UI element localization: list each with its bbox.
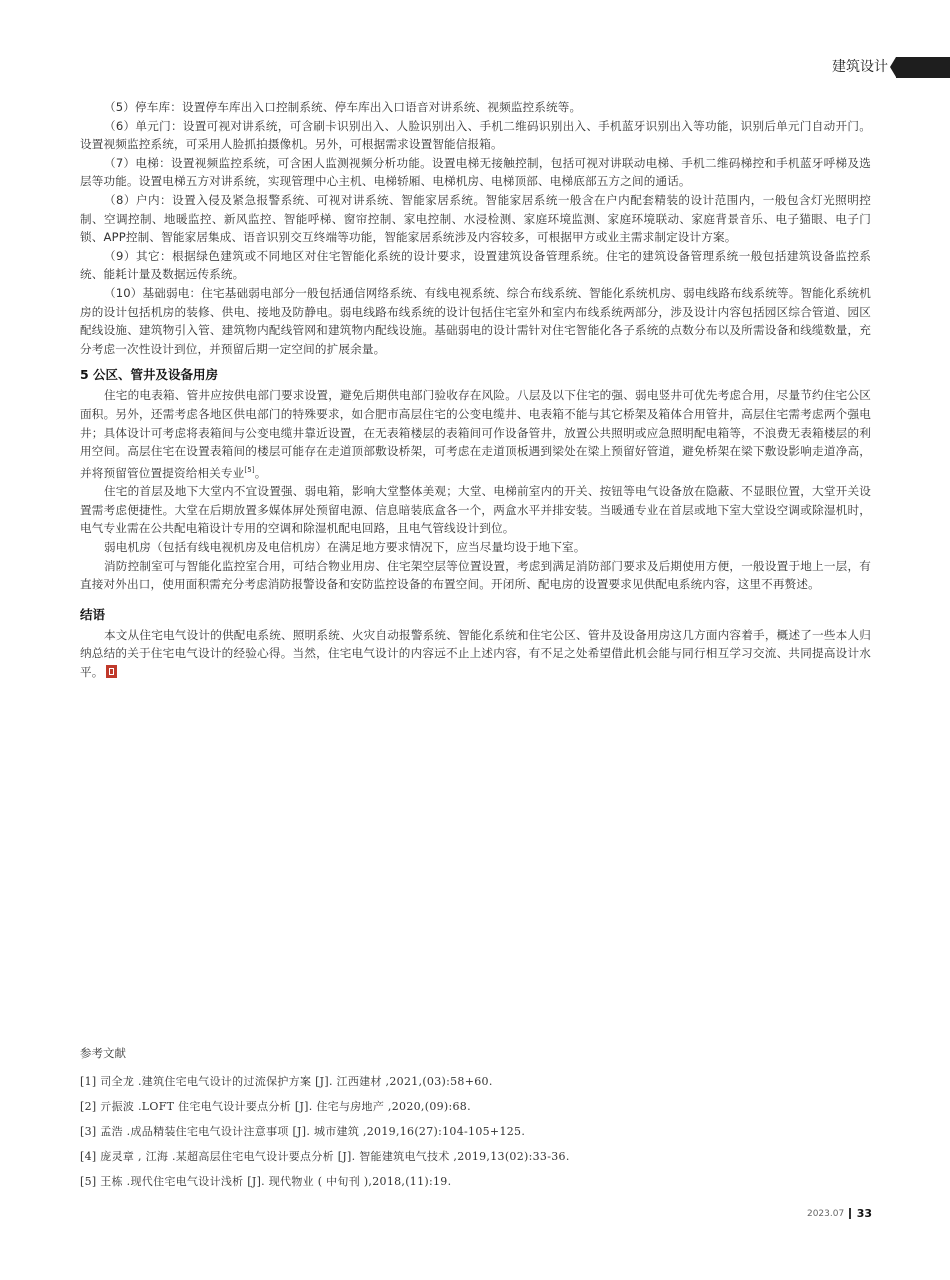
end-mark-icon [106, 665, 117, 678]
paragraph-elevator: （7）电梯：设置视频监控系统，可含困人监测视频分析功能。设置电梯无接触控制，包括可视对讲联动电梯、手机二维码梯控和手机蓝牙呼梯及选层等功能。设置电梯五方对讲系统，实现管理中心主机、电梯轿厢、电梯机房、电梯顶部、电梯底部五方之间的通话。 [80, 155, 871, 189]
header-bar [896, 57, 950, 78]
section-header-tab [810, 57, 950, 78]
paragraph-unit-door: （6）单元门：设置可视对讲系统，可含刷卡识别出入、人脸识别出入、手机二维码识别出入、手机蓝牙识别出入等功能，识别后单元门自动开门。设置视频监控系统，可采用人脸抓拍摄像机。另外，可根据需求设置智能信报箱。 [80, 118, 871, 152]
section-5-paragraph-1 [80, 386, 871, 482]
reference-item: [4] 庞灵章 , 江海 .某超高层住宅电气设计要点分析 [J]. 智能建筑电气技术 ,2019,13(02):33-36. [80, 1150, 570, 1163]
reference-item: [1] 司全龙 .建筑住宅电气设计的过流保护方案 [J]. 江西建材 ,2021,(03):58+60. [80, 1075, 493, 1088]
section-5-title: 5 公区、管井及设备用房 [80, 367, 219, 383]
conclusion-title: 结语 [80, 606, 106, 622]
paragraph-parking: （5）停车库：设置停车库出入口控制系统、停车库出入口语音对讲系统、视频监控系统等。 [104, 100, 582, 114]
reference-item: [5] 王栋 .现代住宅电气设计浅析 [J]. 现代物业 ( 中旬刊 ),2018,(11):19. [80, 1175, 452, 1188]
references-block [80, 1045, 871, 1199]
section-5-paragraph-4: 消防控制室可与智能化监控室合用，可结合物业用房、住宅架空层等位置设置，考虑到满足消防部门要求及后期使用方便，一般设置于地上一层，有直接对外出口，使用面积需充分考虑消防报警设备和安防监控设备的布置空间。开闭所、配电房的设置要求见供配电系统内容，这里不再赘述。 [80, 558, 871, 592]
paragraph-other: （9）其它：根据绿色建筑或不同地区对住宅智能化系统的设计要求，设置建筑设备管理系统。住宅的建筑设备管理系统一般包括建筑设备监控系统、能耗计量及数据远传系统。 [80, 248, 871, 282]
footer-divider [849, 1208, 851, 1219]
paragraph-indoor: （8）户内：设置入侵及紧急报警系统、可视对讲系统、智能家居系统。智能家居系统一般含在户内配套精装的设计范围内，一般包含灯光照明控制、空调控制、地暖监控、新风监控、智能呼梯、窗帘控制、家电控制、水浸检测、家庭环境监测、家庭环境联动、家庭背景音乐、电子猫眼、电子门锁、APP控制、智能家居集成、语音识别交互终端等功能，智能家居系统涉及内容较多，可根据甲方或业主需求制定设计方案。 [80, 192, 871, 245]
section-label: 建筑设计 [832, 59, 888, 75]
reference-item: [2] 亓振波 .LOFT 住宅电气设计要点分析 [J]. 住宅与房地产 ,2020,(09):68. [80, 1100, 471, 1113]
citation-5: [5] [244, 465, 255, 474]
page-number: 33 [856, 1207, 872, 1220]
section-5-p1-text: 住宅的电表箱、管井应按供电部门要求设置，避免后期供电部门验收存在风险。八层及以下住宅的强、弱电竖井可优先考虑合用，尽量节约住宅公区面积。另外，还需考虑各地区供电部门的特殊要求，如合肥市高层住宅的公变电缆井、电表箱不能与其它桥架及箱体合用管井，高层住宅需考虑两个强电井；具体设计可考虑将表箱间与公变电缆井靠近设置，在无表箱楼层的表箱间可作设备管井，放置公共照明或应急照明配电箱等，不浪费无表箱楼层的利用空间。高层住宅在设置表箱间的楼层可能存在走道顶部敷设桥架，可考虑在走道顶板遇到梁处在梁上预留好管道，避免桥架在梁下敷设影响走道净高，并将预留管位置提资给相关专业 [80, 388, 871, 480]
issue-date: 2023.07 [806, 1208, 845, 1219]
section-5-p1-end: 。 [254, 465, 267, 480]
article-body [80, 98, 871, 681]
conclusion-paragraph [80, 626, 871, 682]
paragraph-basic-weak-current: （10）基础弱电：住宅基础弱电部分一般包括通信网络系统、有线电视系统、综合布线系统、智能化系统机房、弱电线路布线系统等。智能化系统机房的设计包括机房的装修、供电、接地及防静电。弱电线路布线系统的设计包括住宅室外和室内布线系统两部分，涉及设计内容包括园区综合管道、园区配线设施、建筑物引入管、建筑物内配线管网和建筑物内配线设施。基础弱电的设计需针对住宅智能化各子系统的点数分布以及所需设备和线缆数量，充分考虑一次性设计到位，并预留后期一定空间的扩展余量。 [80, 285, 871, 356]
reference-item: [3] 孟浩 .成品精装住宅电气设计注意事项 [J]. 城市建筑 ,2019,16(27):104-105+125. [80, 1125, 526, 1138]
page-footer [807, 1207, 872, 1220]
references-title: 参考文献 [80, 1046, 126, 1060]
section-5-paragraph-3: 弱电机房（包括有线电视机房及电信机房）在满足地方要求情况下，应当尽量均设于地下室。 [104, 539, 586, 554]
conclusion-text: 本文从住宅电气设计的供配电系统、照明系统、火灾自动报警系统、智能化系统和住宅公区、管井及设备用房这几方面内容着手，概述了一些本人归纳总结的关于住宅电气设计的经验心得。当然，住宅电气设计的内容远不止上述内容，有不足之处希望借此机会能与同行相互学习交流、共同提高设计水平。 [80, 627, 871, 679]
section-5-paragraph-2: 住宅的首层及地下大堂内不宜设置强、弱电箱，影响大堂整体美观；大堂、电梯前室内的开关、按钮等电气设备放在隐蔽、不显眼位置，大堂开关设置需考虑便捷性。大堂在后期放置多媒体屏处预留电源、信息暗装底盒各一个，两盒水平并排安装。当暖通专业在首层或地下室大堂设空调或除湿机时，电气专业需在公共配电箱设计专用的空调和除湿机配电回路，且电气管线设计到位。 [80, 484, 871, 536]
